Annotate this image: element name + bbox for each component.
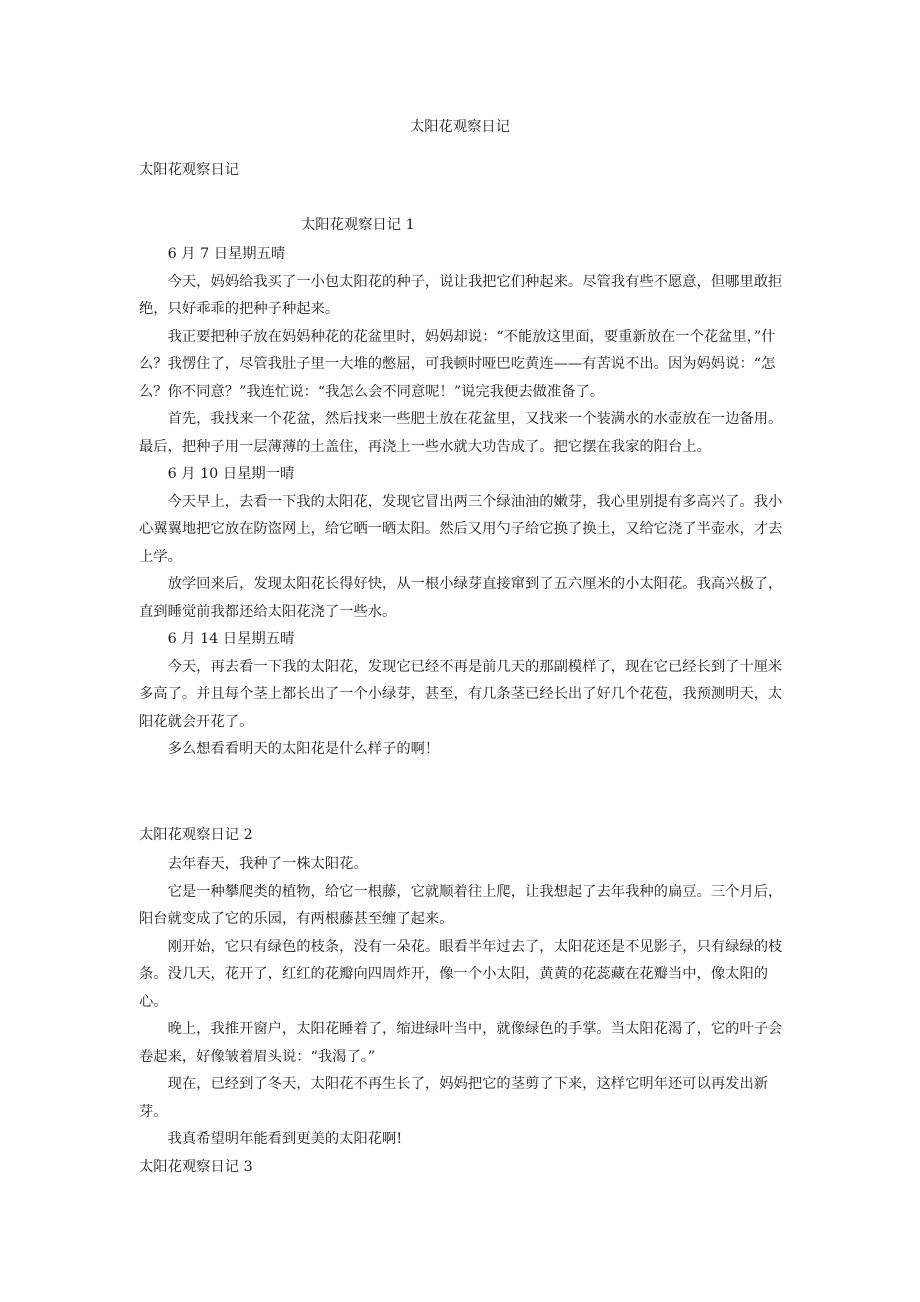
paragraph: 它是一种攀爬类的植物，给它一根藤，它就顺着往上爬，让我想起了去年我种的扁豆。三个月后，阳台就变成了它的乐园，有两根藤甚至缠了起来。 <box>139 883 783 927</box>
diary-2-body <box>139 851 783 1154</box>
diary-1-date: 6 月 14 日星期五晴 <box>167 631 295 647</box>
paragraph: 我真希望明年能看到更美的太阳花啊! <box>167 1131 403 1147</box>
paragraph: 今天，再去看一下我的太阳花，发现它已经不再是前几天的那副模样了，现在它已经长到了十厘米多高了。并且每个茎上都长出了一个小绿芽，甚至，有几条茎已经长出了好几个花苞，我预测明天，太阳花就会开花了。 <box>139 658 783 730</box>
paragraph: 多么想看看明天的太阳花是什么样子的啊！ <box>167 741 440 757</box>
paragraph: 首先，我找来一个花盆，然后找来一些肥土放在花盆里，又找来一个装满水的水壶放在一边备用。最后，把种子用一层薄薄的土盖住，再浇上一些水就大功告成了。把它摆在我家的阳台上。 <box>139 411 783 455</box>
diary-1-date: 6 月 7 日星期五晴 <box>167 246 286 262</box>
document-title: 太阳花观察日记 <box>409 119 511 135</box>
diary-2-heading: 太阳花观察日记 2 <box>139 827 253 843</box>
diary-1-date: 6 月 10 日星期一晴 <box>167 466 295 482</box>
paragraph: 今天早上，去看一下我的太阳花，发现它冒出两三个绿油油的嫩芽，我心里别提有多高兴了。我小心翼翼地把它放在防盗网上，给它晒一晒太阳。然后又用勺子给它换了换土，又给它浇了半壶水，才去上学。 <box>139 493 783 565</box>
paragraph: 刚开始，它只有绿色的枝条，没有一朵花。眼看半年过去了，太阳花还是不见影子，只有绿绿的枝条。没几天，花开了，红红的花瓣向四周炸开，像一个小太阳，黄黄的花蕊藏在花瓣当中，像太阳的心。 <box>139 938 783 1010</box>
diary-3-heading: 太阳花观察日记 3 <box>139 1159 253 1175</box>
paragraph: 晚上，我推开窗户，太阳花睡着了，缩进绿叶当中，就像绿色的手掌。当太阳花渴了，它的叶子会卷起来，好像皱着眉头说：“我渴了。” <box>139 1021 783 1065</box>
paragraph: 现在，已经到了冬天，太阳花不再生长了，妈妈把它的茎剪了下来，这样它明年还可以再发出新芽。 <box>139 1076 769 1120</box>
paragraph: 我正要把种子放在妈妈种花的花盆里时，妈妈却说：“不能放这里面，要重新放在一个花盆里，”什么？我愣住了，尽管我肚子里一大堆的憋屈，可我顿时哑巴吃黄连——有苦说不出。因为妈妈说：“怎么？你不同意？”我连忙说：“我怎么会不同意呢！”说完我便去做准备了。 <box>139 328 776 400</box>
diary-1-body <box>139 241 783 764</box>
paragraph: 放学回来后，发现太阳花长得好快，从一根小绿芽直接窜到了五六厘米的小太阳花。我高兴极了，直到睡觉前我都还给太阳花浇了一些水。 <box>139 576 783 620</box>
paragraph: 今天，妈妈给我买了一小包太阳花的种子，说让我把它们种起来。尽管我有些不愿意，但哪里敢拒绝，只好乖乖的把种子种起来。 <box>139 273 783 317</box>
document-subtitle: 太阳花观察日记 <box>139 162 240 178</box>
paragraph: 去年春天，我种了一株太阳花。 <box>167 856 368 872</box>
diary-1-heading: 太阳花观察日记 1 <box>301 217 415 233</box>
